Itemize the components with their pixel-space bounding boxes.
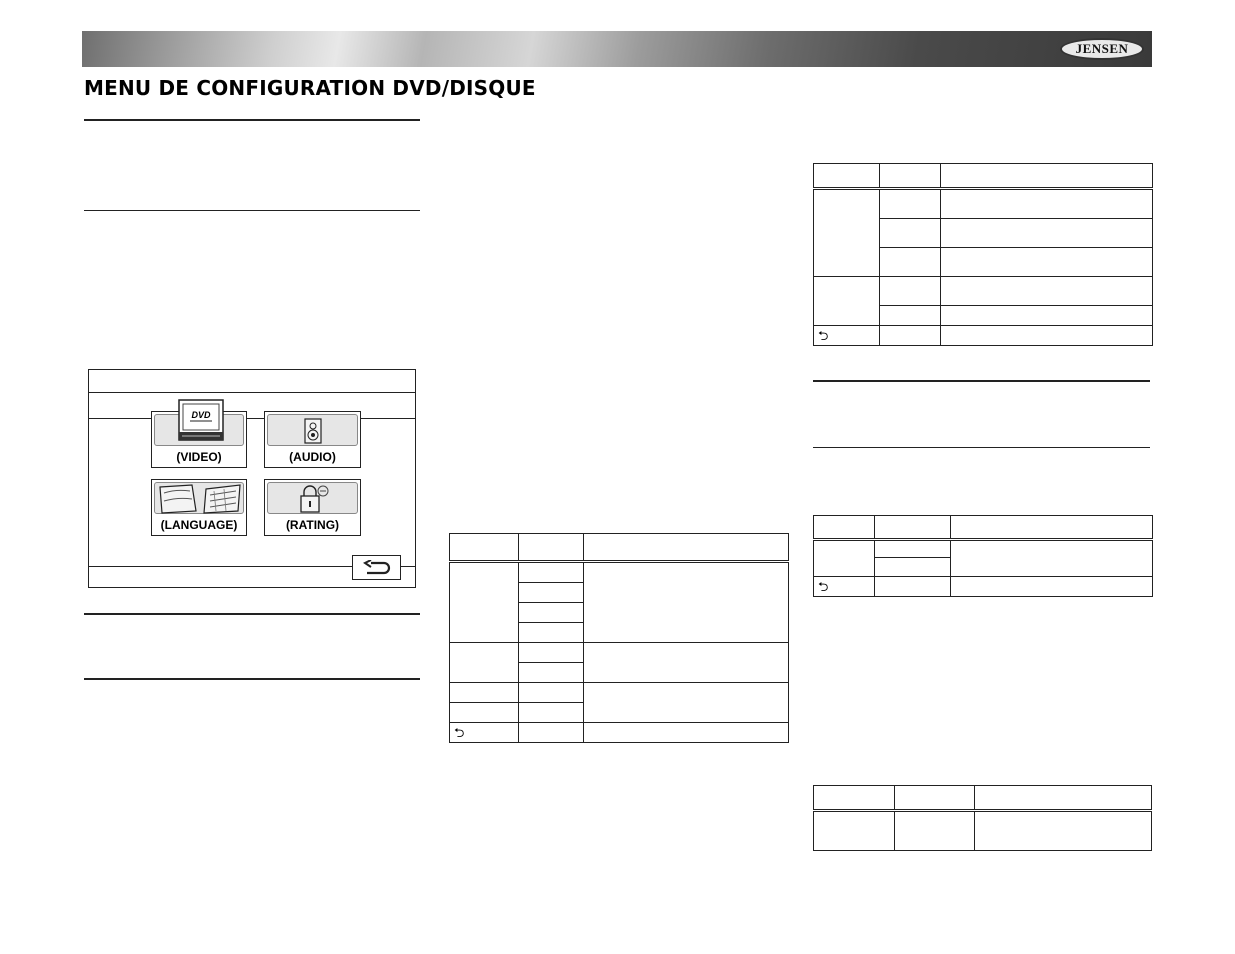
video-settings-table (449, 533, 789, 743)
speaker-icon (303, 417, 323, 445)
jensen-logo: JENSEN (1060, 38, 1144, 60)
table-cell (941, 326, 1153, 346)
table-row (450, 683, 789, 703)
table-header-cell (880, 164, 941, 189)
section-rule (84, 210, 420, 211)
table-cell (880, 277, 941, 306)
table-cell (875, 540, 951, 558)
rating-setup-button[interactable] (264, 479, 361, 536)
page-title: MENU DE CONFIGURATION DVD/DISQUE (84, 76, 536, 100)
return-arrow-icon: ⮌ (818, 578, 829, 594)
table-cell (941, 306, 1153, 326)
language-label: (LANGUAGE) (160, 518, 238, 532)
table-cell (880, 189, 941, 219)
section-rule (84, 678, 420, 680)
header-banner (82, 31, 1152, 67)
return-arrow-icon: ⮌ (818, 327, 829, 343)
table-cell (814, 326, 880, 346)
table-cell (519, 623, 584, 643)
rating-settings-table (813, 785, 1152, 851)
table-cell (450, 562, 519, 643)
table-row (450, 643, 789, 663)
table-cell (519, 723, 584, 743)
table-cell (880, 306, 941, 326)
table-cell (880, 326, 941, 346)
table-cell (951, 540, 1153, 577)
table-header-cell (895, 786, 975, 811)
table-cell (519, 703, 584, 723)
section-rule (84, 613, 420, 615)
book-icon (156, 483, 244, 515)
table-cell (875, 558, 951, 577)
table-cell (975, 811, 1152, 851)
table-cell (941, 248, 1153, 277)
table-cell (519, 562, 584, 583)
table-header-cell (519, 534, 584, 562)
table-cell (814, 540, 875, 577)
table-cell (941, 277, 1153, 306)
table-cell (880, 219, 941, 248)
table-cell (814, 277, 880, 326)
audio-settings-table (813, 163, 1153, 346)
table-cell (951, 577, 1153, 597)
return-arrow-icon (362, 560, 392, 576)
table-cell (895, 811, 975, 851)
table-cell (814, 811, 895, 851)
section-rule (84, 119, 420, 121)
table-cell (519, 603, 584, 623)
menu-divider (89, 418, 415, 419)
section-rule (813, 380, 1150, 382)
table-cell (584, 562, 789, 643)
table-cell (519, 683, 584, 703)
table-cell (519, 643, 584, 663)
table-cell (814, 189, 880, 277)
table-header-cell (975, 786, 1152, 811)
table-header-cell (584, 534, 789, 562)
table-cell (941, 219, 1153, 248)
table-row (814, 277, 1153, 306)
dvd-player-icon (178, 399, 224, 443)
table-cell (584, 643, 789, 683)
table-header-cell (814, 786, 895, 811)
menu-divider (89, 392, 415, 393)
table-row (814, 540, 1153, 558)
table-cell (450, 723, 519, 743)
table-cell (814, 577, 875, 597)
table-header-cell (951, 516, 1153, 540)
table-cell (941, 189, 1153, 219)
table-cell (584, 723, 789, 743)
table-row (814, 811, 1152, 851)
table-cell (450, 683, 519, 703)
table-cell (880, 248, 941, 277)
table-row (450, 562, 789, 583)
table-cell (450, 703, 519, 723)
table-header-cell (875, 516, 951, 540)
table-cell (519, 583, 584, 603)
table-cell (450, 643, 519, 683)
table-header-cell (450, 534, 519, 562)
table-row (814, 577, 1153, 597)
table-cell (519, 663, 584, 683)
table-header-cell (941, 164, 1153, 189)
video-label: (VIDEO) (176, 450, 222, 464)
table-header-cell (814, 516, 875, 540)
table-cell (875, 577, 951, 597)
table-row (814, 326, 1153, 346)
section-rule (813, 447, 1150, 448)
rating-label: (RATING) (285, 518, 340, 532)
video-setup-button[interactable] (151, 411, 247, 468)
language-settings-table (813, 515, 1153, 597)
audio-label: (AUDIO) (289, 450, 336, 464)
table-row (814, 189, 1153, 219)
svg-text:DVD: DVD (191, 410, 211, 420)
table-cell (584, 683, 789, 723)
padlock-icon (298, 483, 330, 515)
table-row (450, 723, 789, 743)
audio-setup-button[interactable] (264, 411, 361, 468)
return-arrow-icon: ⮌ (454, 724, 465, 740)
language-setup-button[interactable] (151, 479, 247, 536)
setup-back-button[interactable] (352, 555, 401, 580)
table-header-cell (814, 164, 880, 189)
